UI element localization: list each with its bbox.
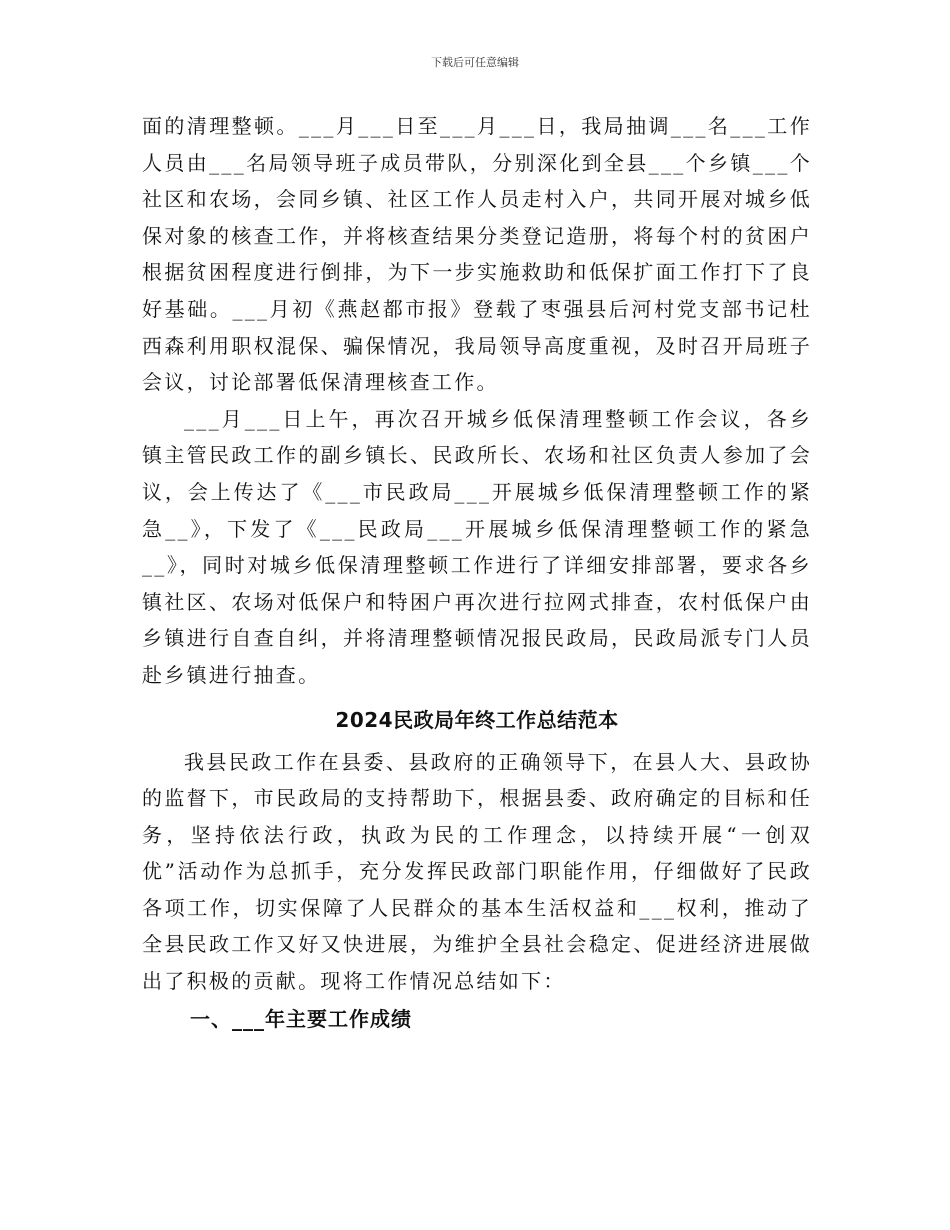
paragraph-intro: 我县民政工作在县委、县政府的正确领导下，在县人大、县政协的监督下，市民政局的支持帮助下，根据县委、政府确定的目标和任务，坚持依法行政，执政为民的工作理念，以持续开展“一创双优”活动作为总抓手，充分发挥民政部门职能作用，仔细做好了民政各项工作，切实保障了人民群众的基本生活权益和___权利，推动了全县民政工作又好又快进展，为维护全县社会稳定、促进经济进展做出了积极的贡献。现将工作情况总结如下： bbox=[142, 749, 812, 994]
section-heading: 一、___年主要工作成绩 bbox=[190, 1006, 412, 1031]
header-note: 下载后可任意编辑 bbox=[431, 56, 519, 69]
document-body bbox=[142, 108, 812, 1038]
paragraph-continued: 面的清理整顿。___月___日至___月___日，我局抽调___名___工作人员由___名局领导班子成员带队，分别深化到全县___个乡镇___个社区和农场，会同乡镇、社区工作人员走村入户，共同开展对城乡低保对象的核查工作，并将核查结果分类登记造册，将每个村的贫困户根据贫困程度进行倒排，为下一步实施救助和低保扩面工作打下了良好基础。___月初《燕赵都市报》登载了枣强县后河村党支部书记杜西森利用职权混保、骗保情况，我局领导高度重视，及时召开局班子会议，讨论部署低保清理核查工作。 bbox=[142, 114, 812, 395]
paragraph-meeting: ___月___日上午，再次召开城乡低保清理整顿工作会议，各乡镇主管民政工作的副乡镇长、民政所长、农场和社区负责人参加了会议，会上传达了《___市民政局___开展城乡低保清理整顿工作的紧急__》，下发了《___民政局___开展城乡低保清理整顿工作的紧急__》，同时对城乡低保清理整顿工作进行了详细安排部署，要求各乡镇社区、农场对低保户和特困户再次进行拉网式排查，农村低保户由乡镇进行自查自纠，并将清理整顿情况报民政局，民政局派专门人员赴乡镇进行抽查。 bbox=[142, 406, 812, 687]
document-title: 2024民政局年终工作总结范本 bbox=[335, 707, 619, 732]
